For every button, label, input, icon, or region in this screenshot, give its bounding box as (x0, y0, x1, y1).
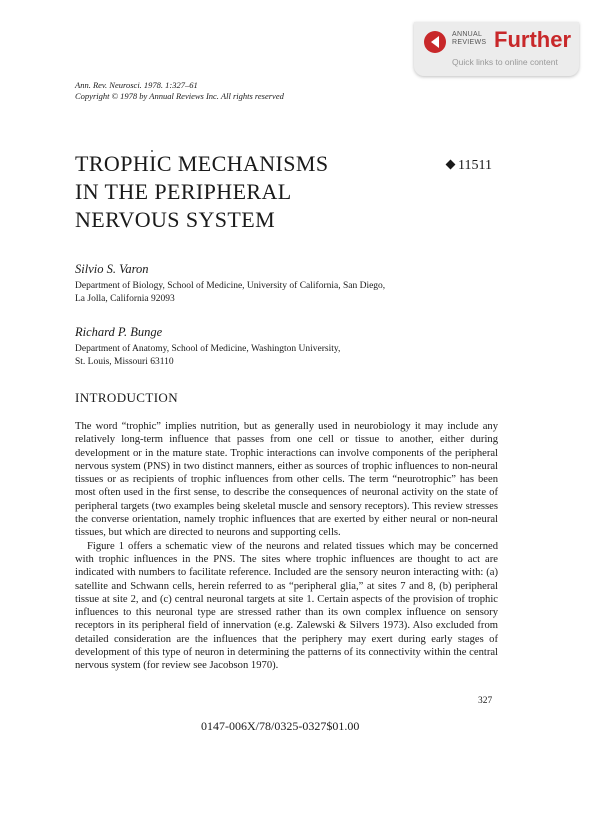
title-line: NERVOUS SYSTEM (75, 207, 276, 232)
publisher-line-1: ANNUAL (452, 31, 483, 38)
affiliation-line: Department of Anatomy, School of Medicine, Washington University, (75, 344, 341, 354)
publisher-name (452, 31, 486, 47)
article-title (75, 150, 329, 234)
title-line: TROPHIC MECHANISMS (75, 151, 329, 176)
affiliation-line: La Jolla, California 92093 (75, 294, 175, 304)
diamond-icon (446, 160, 456, 170)
title-line: IN THE PERIPHERAL (75, 179, 292, 204)
further-label: Further (494, 27, 571, 52)
author-name: Richard P. Bunge (75, 325, 163, 339)
footer-code: 0147-006X/78/0325-0327$01.00 (201, 719, 360, 733)
author-affiliation (75, 343, 340, 369)
section-heading: INTRODUCTION (75, 390, 179, 405)
publisher-line-2: REVIEWS (452, 39, 487, 46)
copyright-line: Copyright © 1978 by Annual Reviews Inc. All rights reserved (75, 91, 284, 101)
author-affiliation (75, 280, 385, 306)
page-number: 327 (478, 696, 493, 706)
affiliation-line: St. Louis, Missouri 63110 (75, 357, 174, 367)
article-code (447, 158, 492, 174)
author-name: Silvio S. Varon (75, 262, 149, 276)
paragraph: Figure 1 offers a schematic view of the neurons and related tissues which may be concerned with trophic influences in the PNS. The sites where trophic influences are thought to act are indicated with numbers to facilitate reference. Included are the sensory neuron interacting with: (a) satellite and Schwann cells, herein referred to as “peripheral glia,” at sites 7 and 8, (b) peripheral tissue at site 2, and (c) central neuronal targets at site 1. Certain aspects of the provision of trophic influences to this neuronal type are stressed rather than its own complex influence on sensory receptors in its peripheral field of innervation (e.g. Zalewski & Silvers 1973). Also excluded from detailed consideration are the influences that the periphery may exert during early stages of development of this type of neuron in determining the patterns of its connectivity within the central nervous system (for review see Jacobson 1970). (75, 540, 498, 672)
journal-citation-block (75, 80, 284, 102)
article-code-number: 11511 (458, 158, 492, 173)
paragraph: The word “trophic” implies nutrition, but as generally used in neurobiology it may include any relatively long-term influence that passes from one cell or tissue to another, either during development or in the mature state. Trophic interactions can involve components of the peripheral nervous system (PNS) in two distinct manners, either as sources of trophic influences to non-neural tissues or as recipients of trophic influences from other cells. The term “neurotrophic” has been most often used in the first sense, to describe the consequences of neuronal activity on the state of peripheral targets (two examples being skeletal muscle and sensory receptors). This review stresses the converse orientation, namely trophic influences that are exerted by either neural or non-neural tissues, but which are directed to neurons and supporting cells. (75, 421, 498, 539)
journal-citation: Ann. Rev. Neurosci. 1978. 1:327–61 (75, 80, 198, 90)
annual-reviews-logo-icon (424, 31, 446, 53)
annual-reviews-further-badge[interactable] (414, 22, 579, 76)
affiliation-line: Department of Biology, School of Medicine, University of California, San Diego, (75, 281, 386, 291)
body-text (75, 420, 498, 673)
further-tagline: Quick links to online content (452, 57, 558, 67)
